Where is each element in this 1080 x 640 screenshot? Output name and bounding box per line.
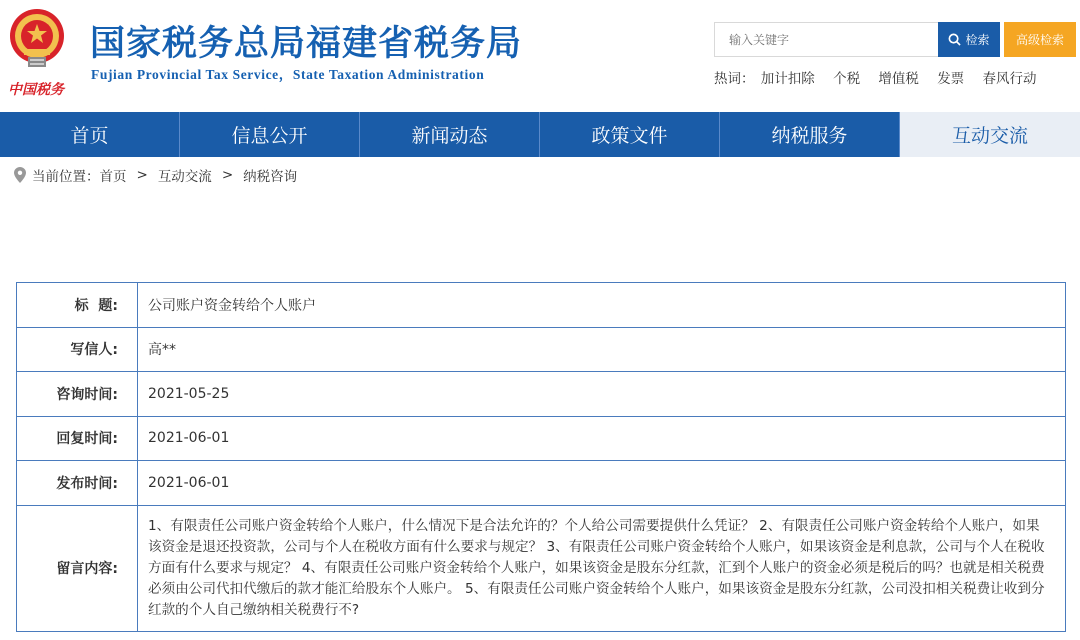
writer-label: 写信人: [17, 327, 138, 372]
writer-value: 高** [138, 327, 1066, 372]
consult-time-value: 2021-05-25 [138, 372, 1066, 417]
search-icon [948, 33, 961, 46]
publish-time-value: 2021-06-01 [138, 461, 1066, 506]
emblem-caption: 中国税务 [8, 82, 64, 98]
search-box [714, 22, 939, 57]
search-button-label: 检索 [965, 33, 990, 47]
location-pin-icon [14, 167, 26, 183]
reply-time-value: 2021-06-01 [138, 416, 1066, 461]
breadcrumb-home[interactable]: 首页 [99, 169, 127, 185]
nav-item-interaction[interactable]: 互动交流 [900, 112, 1080, 157]
table-row [17, 416, 1066, 461]
breadcrumb-separator: > [136, 167, 148, 183]
hotword-link[interactable]: 个税 [833, 71, 861, 87]
hotwords-label: 热词： [714, 71, 755, 87]
consult-time-label: 咨询时间: [17, 372, 138, 417]
tax-emblem-logo[interactable] [4, 2, 74, 102]
message-label: 留言内容: [17, 505, 138, 631]
hotword-link[interactable]: 春风行动 [982, 71, 1037, 87]
hotword-link[interactable]: 发票 [937, 71, 965, 87]
site-header [0, 0, 1080, 112]
breadcrumb-interaction[interactable]: 互动交流 [157, 169, 212, 185]
search-input[interactable] [715, 23, 938, 56]
hotword-link[interactable]: 加计扣除 [760, 71, 815, 87]
breadcrumb-tax-consult[interactable]: 纳税咨询 [243, 169, 298, 185]
breadcrumb [14, 165, 297, 185]
reply-time-label: 回复时间: [17, 416, 138, 461]
nav-item-info-disclosure[interactable]: 信息公开 [180, 112, 360, 157]
site-subtitle-en: Fujian Provincial Tax Service，State Taxation Administration [91, 67, 485, 82]
breadcrumb-prefix: 当前位置： [32, 169, 100, 185]
table-row [17, 372, 1066, 417]
main-nav [0, 112, 1080, 157]
nav-item-news[interactable]: 新闻动态 [360, 112, 540, 157]
search-button[interactable] [938, 22, 1000, 57]
breadcrumb-separator: > [221, 167, 234, 183]
table-row [17, 505, 1066, 631]
hotword-link[interactable]: 增值税 [878, 71, 919, 87]
title-label: 标 题: [17, 283, 138, 328]
advanced-search-button[interactable]: 高级检索 [1004, 22, 1076, 57]
table-row [17, 283, 1066, 328]
site-title[interactable]: 国家税务总局福建省税务局 [90, 24, 523, 64]
consult-detail-table [16, 282, 1066, 632]
hotwords [714, 67, 1050, 87]
table-row [17, 461, 1066, 506]
table-row [17, 327, 1066, 372]
nav-item-policy[interactable]: 政策文件 [540, 112, 720, 157]
title-value: 公司账户资金转给个人账户 [138, 283, 1066, 328]
nav-item-home[interactable]: 首页 [0, 112, 180, 157]
publish-time-label: 发布时间: [17, 461, 138, 506]
nav-item-tax-service[interactable]: 纳税服务 [720, 112, 900, 157]
message-value: 1、有限责任公司账户资金转给个人账户，什么情况下是合法允许的？个人给公司需要提供什么凭证？ 2、有限责任公司账户资金转给个人账户，如果该资金是退还投资款，公司与个人在税收方面有什么要求与规定？ 3、有限责任公司账户资金转给个人账户，如果该资金是利息款，公司与个人在税收方面有什么要求与规定？ 4、有限责任公司账户资金转给个人账户，如果该资金是股东分红款，汇到个人账户的资金必须是税后的吗？也就是相关税费必须由公司代扣代缴后的款才能汇给股东个人账户。 5、有限责任公司账户资金转给个人账户，如果该资金是股东分红款，公司没扣相关税费让收到分红款的个人自己缴纳相关税费行不? [138, 505, 1066, 631]
